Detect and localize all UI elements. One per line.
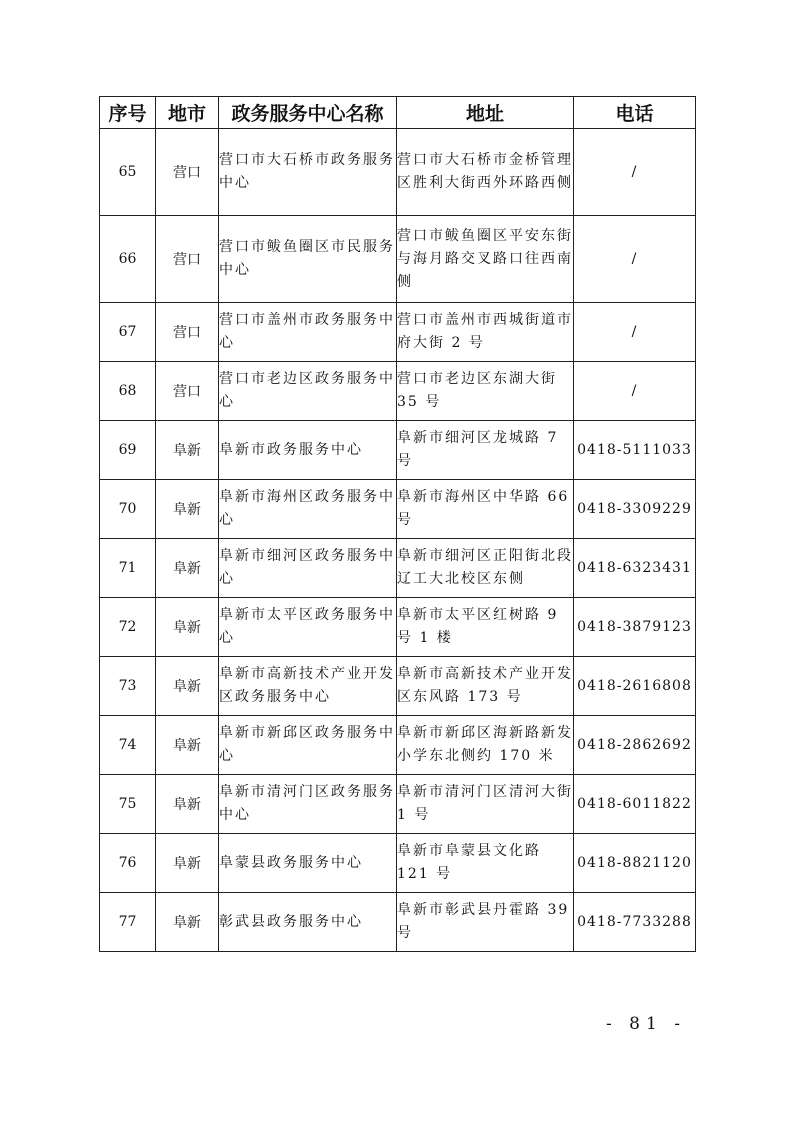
cell-name: 营口市老边区政务服务中心 — [219, 362, 397, 421]
cell-address: 阜新市彰武县丹霍路 39 号 — [397, 893, 574, 952]
table-row — [100, 893, 696, 952]
cell-city: 营口 — [156, 303, 219, 362]
cell-city: 阜新 — [156, 716, 219, 775]
service-centers-table — [99, 96, 696, 952]
cell-phone: 0418-2616808 — [574, 657, 696, 716]
cell-index: 77 — [100, 893, 156, 952]
cell-address: 阜新市新邱区海新路新发小学东北侧约 170 米 — [397, 716, 574, 775]
cell-index: 67 — [100, 303, 156, 362]
table-row — [100, 421, 696, 480]
cell-name: 阜新市高新技术产业开发区政务服务中心 — [219, 657, 397, 716]
table-header-row — [100, 97, 696, 129]
table-row — [100, 216, 696, 303]
cell-name: 阜新市政务服务中心 — [219, 421, 397, 480]
cell-city: 阜新 — [156, 480, 219, 539]
cell-address: 阜新市太平区红树路 9 号 1 楼 — [397, 598, 574, 657]
cell-index: 74 — [100, 716, 156, 775]
cell-index: 72 — [100, 598, 156, 657]
table-row — [100, 129, 696, 216]
cell-index: 68 — [100, 362, 156, 421]
header-phone: 电话 — [574, 97, 696, 129]
cell-index: 73 — [100, 657, 156, 716]
cell-city: 阜新 — [156, 893, 219, 952]
cell-address: 阜新市清河门区清河大街 1 号 — [397, 775, 574, 834]
cell-address: 阜新市海州区中华路 66 号 — [397, 480, 574, 539]
cell-index: 66 — [100, 216, 156, 303]
cell-name: 营口市大石桥市政务服务中心 — [219, 129, 397, 216]
cell-address: 阜新市阜蒙县文化路 121 号 — [397, 834, 574, 893]
cell-address: 阜新市细河区正阳街北段辽工大北校区东侧 — [397, 539, 574, 598]
cell-phone: / — [574, 129, 696, 216]
table-row — [100, 775, 696, 834]
header-city: 地市 — [156, 97, 219, 129]
cell-name: 阜新市细河区政务服务中心 — [219, 539, 397, 598]
table-row — [100, 657, 696, 716]
cell-address: 阜新市高新技术产业开发区东风路 173 号 — [397, 657, 574, 716]
cell-phone: 0418-8821120 — [574, 834, 696, 893]
cell-city: 营口 — [156, 129, 219, 216]
cell-phone: 0418-3309229 — [574, 480, 696, 539]
cell-name: 阜新市清河门区政务服务中心 — [219, 775, 397, 834]
cell-name: 彰武县政务服务中心 — [219, 893, 397, 952]
header-index: 序号 — [100, 97, 156, 129]
cell-city: 阜新 — [156, 834, 219, 893]
cell-phone: 0418-6323431 — [574, 539, 696, 598]
cell-index: 70 — [100, 480, 156, 539]
table-row — [100, 598, 696, 657]
cell-address: 营口市鲅鱼圈区平安东街与海月路交叉路口往西南侧 — [397, 216, 574, 303]
cell-phone: / — [574, 216, 696, 303]
cell-index: 76 — [100, 834, 156, 893]
cell-name: 营口市盖州市政务服务中心 — [219, 303, 397, 362]
cell-address: 阜新市细河区龙城路 7 号 — [397, 421, 574, 480]
cell-name: 阜蒙县政务服务中心 — [219, 834, 397, 893]
cell-name: 阜新市新邱区政务服务中心 — [219, 716, 397, 775]
page-number: - 81 - — [606, 1014, 686, 1034]
cell-city: 阜新 — [156, 598, 219, 657]
cell-phone: 0418-6011822 — [574, 775, 696, 834]
cell-index: 69 — [100, 421, 156, 480]
cell-phone: 0418-5111033 — [574, 421, 696, 480]
header-name: 政务服务中心名称 — [219, 97, 397, 129]
table-row — [100, 362, 696, 421]
cell-name: 阜新市太平区政务服务中心 — [219, 598, 397, 657]
table-row — [100, 303, 696, 362]
cell-city: 营口 — [156, 362, 219, 421]
cell-index: 65 — [100, 129, 156, 216]
header-address: 地址 — [397, 97, 574, 129]
table-row — [100, 539, 696, 598]
cell-name: 阜新市海州区政务服务中心 — [219, 480, 397, 539]
cell-index: 71 — [100, 539, 156, 598]
cell-city: 阜新 — [156, 421, 219, 480]
cell-phone: 0418-2862692 — [574, 716, 696, 775]
cell-city: 阜新 — [156, 657, 219, 716]
table-row — [100, 834, 696, 893]
cell-city: 营口 — [156, 216, 219, 303]
cell-name: 营口市鲅鱼圈区市民服务中心 — [219, 216, 397, 303]
cell-address: 营口市大石桥市金桥管理区胜利大街西外环路西侧 — [397, 129, 574, 216]
cell-phone: 0418-3879123 — [574, 598, 696, 657]
cell-phone: 0418-7733288 — [574, 893, 696, 952]
cell-address: 营口市盖州市西城街道市府大街 2 号 — [397, 303, 574, 362]
cell-phone: / — [574, 303, 696, 362]
table-row — [100, 716, 696, 775]
cell-phone: / — [574, 362, 696, 421]
table-row — [100, 480, 696, 539]
cell-city: 阜新 — [156, 775, 219, 834]
cell-index: 75 — [100, 775, 156, 834]
cell-city: 阜新 — [156, 539, 219, 598]
cell-address: 营口市老边区东湖大街 35 号 — [397, 362, 574, 421]
